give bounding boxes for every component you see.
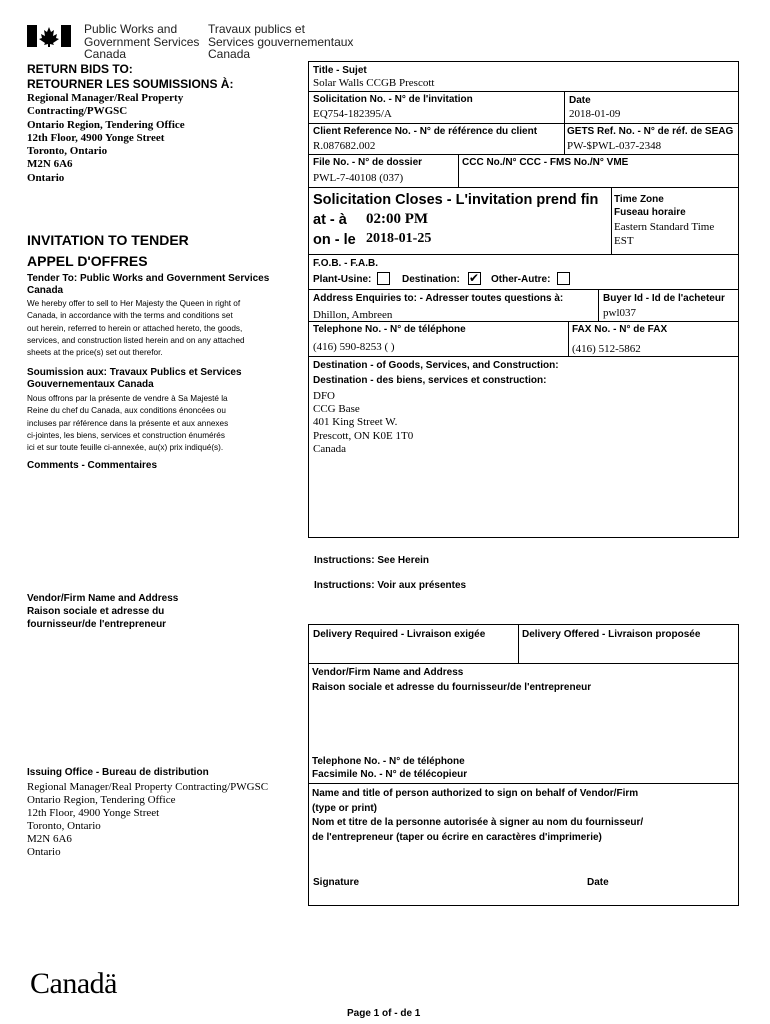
other-autre-checkbox[interactable] — [557, 272, 570, 285]
divider — [564, 91, 565, 154]
soumission-offer-text: Nous offrons par la présente de vendre à Sa Majesté la Reine du chef du Canada, aux conditions énoncées ou incluses par référence dans la présente et aux annexes ci-jointes, les biens, services et construction énumérés ici et sur toute feuille ci-annexée, au(x) prix indiqué(s). — [27, 394, 229, 453]
divider — [308, 154, 739, 155]
authorized-person-field[interactable]: Name and title of person authorized to sign on behalf of Vendor/Firm (type or print) Nom et titre de la personne autorisée à signer au nom du fournisseur/ de l'entrepreneur (taper ou écrire en caractères d'imprimerie) — [312, 788, 644, 843]
return-bids-address: Regional Manager/Real Property Contracting/PWGSC Ontario Region, Tendering Office 12th Floor, 4900 Yonge Street Toronto, Ontario M2N 6A6 Ontario — [27, 92, 185, 184]
issuing-office-address: Regional Manager/Real Property Contracting/PWGSC Ontario Region, Tendering Office 12th Floor, 4900 Yonge Street Toronto, Ontario M2N 6A6 Ontario — [27, 781, 269, 858]
address-enquiries-value: Dhillon, Ambreen — [313, 309, 393, 321]
page-number: Page 1 of - de 1 — [347, 1008, 421, 1019]
tender-offer-text: We hereby offer to sell to Her Majesty the Queen in right of Canada, in accordance with the terms and conditions set out herein, referred to herein or attached hereto, the goods, services, and construction listed herein and on any attached sheets at the price(s) set out therefor. — [27, 299, 245, 358]
solicitation-number-value: EQ754-182395/A — [313, 108, 392, 120]
tender-to-label: Tender To: Public Works and Government Services Canada — [27, 273, 270, 296]
ccc-fms-label: CCC No./N° CCC - FMS No./N° VME — [462, 157, 629, 168]
signature-label: Signature — [313, 877, 360, 888]
destination-goods-label-fr: Destination - des biens, services et construction: — [313, 375, 547, 386]
telephone-label: Telephone No. - N° de téléphone — [313, 324, 466, 335]
closing-date-value: 2018-01-25 — [366, 231, 432, 246]
gets-reference-value: PW-$PWL-037-2348 — [567, 140, 662, 152]
time-zone-value: Eastern Standard Time EST — [614, 221, 715, 247]
title-value: Solar Walls CCGB Prescott — [313, 77, 435, 89]
buyer-id-label: Buyer Id - Id de l'acheteur — [603, 293, 725, 304]
delivery-offered-label: Delivery Offered - Livraison proposée — [522, 629, 701, 640]
department-name-english: Public Works and Government Services Canada — [84, 22, 200, 61]
department-name-french: Travaux publics et Services gouvernementaux Canada — [208, 22, 354, 61]
divider — [518, 624, 519, 663]
appel-d-offres-title: APPEL D'OFFRES — [27, 253, 148, 269]
divider — [308, 91, 739, 92]
fax-value: (416) 512-5862 — [572, 343, 641, 355]
signature-date-label: Date — [587, 877, 609, 888]
divider — [308, 663, 739, 664]
return-bids-title: RETURN BIDS TO: RETOURNER LES SOUMISSIONS À: — [27, 62, 234, 91]
solicitation-closes-label: Solicitation Closes - L'invitation prend fin — [313, 192, 599, 208]
at-label: at - à — [313, 212, 347, 228]
divider — [308, 289, 739, 290]
fax-label: FAX No. - N° de FAX — [572, 324, 668, 335]
canada-wordmark: Canadä — [30, 967, 117, 1000]
delivery-required-label: Delivery Required - Livraison exigée — [313, 629, 486, 640]
file-number-value: PWL-7-40108 (037) — [313, 172, 404, 184]
telephone-fax-field[interactable]: Telephone No. - N° de téléphone Facsimile No. - N° de télécopieur — [312, 756, 468, 780]
gets-reference-label: GETS Ref. No. - N° de réf. de SEAG — [567, 126, 734, 137]
divider — [308, 321, 739, 322]
plant-usine-checkbox[interactable] — [377, 272, 390, 285]
vendor-firm-label: Vendor/Firm Name and Address Raison sociale et adresse du fournisseur/de l'entrepreneur — [27, 593, 179, 630]
divider — [308, 187, 739, 188]
canada-flag-symbol — [27, 25, 71, 47]
date-value: 2018-01-09 — [569, 108, 621, 120]
buyer-id-value: pwl037 — [603, 307, 636, 319]
other-autre-label: Other-Autre: — [491, 274, 551, 285]
checkmark-icon: ✔ — [469, 271, 480, 285]
fob-label: F.O.B. - F.A.B. — [313, 258, 378, 269]
divider — [308, 783, 739, 784]
comments-label: Comments - Commentaires — [27, 460, 158, 471]
divider — [458, 154, 459, 187]
title-label: Title - Sujet — [313, 65, 367, 76]
file-number-label: File No. - N° de dossier — [313, 157, 423, 168]
plant-usine-label: Plant-Usine: — [313, 274, 372, 285]
telephone-value: (416) 590-8253 ( ) — [313, 341, 395, 353]
date-label: Date — [569, 95, 591, 106]
client-reference-label: Client Reference No. - N° de référence du client — [313, 126, 538, 137]
divider — [598, 289, 599, 321]
divider — [308, 254, 739, 255]
divider — [568, 321, 569, 356]
destination-checkbox[interactable] — [468, 272, 481, 285]
divider — [308, 123, 739, 124]
solicitation-number-label: Solicitation No. - N° de l'invitation — [313, 94, 473, 105]
destination-label: Destination: — [402, 274, 460, 285]
divider — [611, 187, 612, 254]
issuing-office-label: Issuing Office - Bureau de distribution — [27, 767, 209, 778]
divider — [308, 356, 739, 357]
address-enquiries-label: Address Enquiries to: - Adresser toutes questions à: — [313, 293, 564, 304]
on-label: on - le — [313, 232, 356, 248]
client-reference-value: R.087682.002 — [313, 140, 376, 152]
soumission-aux-label: Soumission aux: Travaux Publics et Services Gouvernementaux Canada — [27, 367, 242, 390]
time-zone-label: Time Zone Fuseau horaire — [614, 194, 686, 218]
closing-time-value: 02:00 PM — [366, 211, 429, 227]
instructions-en: Instructions: See Herein — [314, 555, 430, 566]
destination-address: DFO CCG Base 401 King Street W. Prescott, ON K0E 1T0 Canada — [313, 390, 414, 455]
vendor-name-address-field[interactable]: Vendor/Firm Name and Address Raison sociale et adresse du fournisseur/de l'entrepreneur — [312, 667, 592, 693]
invitation-to-tender-title: INVITATION TO TENDER — [27, 232, 189, 248]
destination-goods-label-en: Destination - of Goods, Services, and Construction: — [313, 360, 559, 371]
instructions-fr: Instructions: Voir aux présentes — [314, 580, 467, 591]
